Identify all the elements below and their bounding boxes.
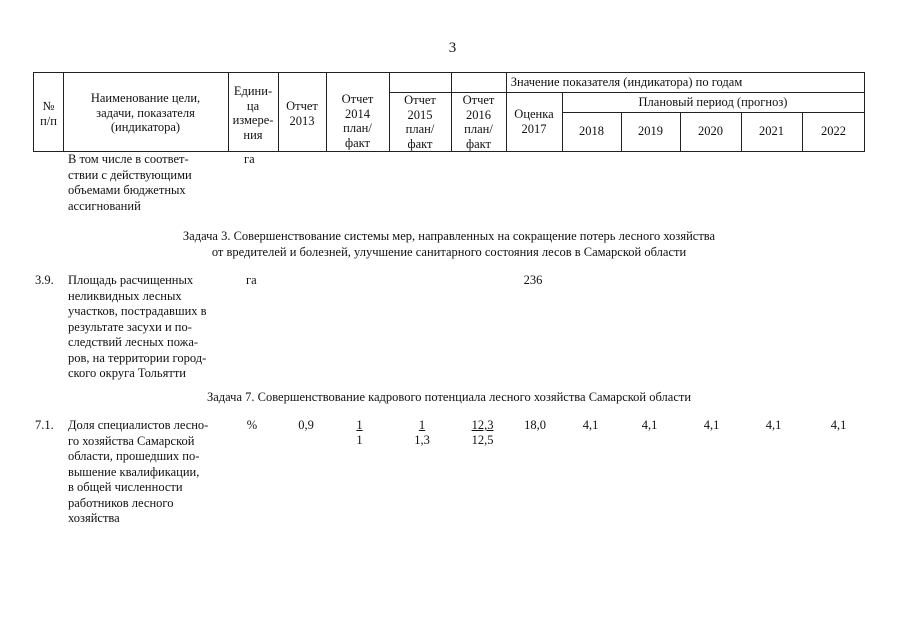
row-7-1-2013: 0,9 — [298, 418, 314, 432]
row-7-1-2021: 4,1 — [765, 418, 782, 432]
row-7-1-2018: 4,1 — [582, 418, 599, 432]
row-7-1-2014-fact: 1 — [356, 433, 363, 447]
header-year-2021: 2021 — [759, 124, 784, 138]
row-3-9-name: Площадь расчищенных неликвидных лесных участков, пострадавших в результате засухи и по- следствий лесных пожа- ров, на территории город- ского округа Тольятти — [68, 273, 207, 380]
header-2017: Оценка 2017 — [514, 107, 554, 136]
header-year-2020: 2020 — [698, 124, 723, 138]
row-3-9-num: 3.9. — [35, 273, 54, 287]
row-3-9-unit: га — [246, 273, 257, 287]
header-num: № п/п — [40, 99, 57, 128]
header-name: Наименование цели, задачи, показателя (индикатора) — [90, 91, 201, 134]
header-year-2018: 2018 — [579, 124, 604, 138]
row-7-1-num: 7.1. — [35, 418, 54, 432]
row-7-1-unit: % — [246, 418, 258, 432]
header-year-2019: 2019 — [638, 124, 663, 138]
row-7-1-2016-plan: 12,3 — [471, 418, 494, 432]
task-7-heading: Задача 7. Совершенствование кадрового потенциала лесного хозяйства Самарской области — [206, 390, 692, 404]
header-plan-title: Плановый период (прогноз) — [638, 95, 788, 109]
row-budget-name: В том числе в соответ- ствии с действующими объемами бюджетных ассигнований — [68, 152, 192, 213]
row-7-1-2015-fact: 1,3 — [414, 433, 430, 447]
row-budget-unit: га — [244, 152, 255, 166]
header-unit: Едини- ца измере- ния — [232, 84, 274, 142]
row-7-1-2019: 4,1 — [641, 418, 658, 432]
table-header — [33, 72, 865, 152]
header-year-2022: 2022 — [821, 124, 846, 138]
row-7-1-2015-plan: 1 — [418, 418, 426, 432]
header-2015: Отчет 2015 план/ факт — [404, 93, 436, 151]
row-7-1-2014-plan: 1 — [356, 418, 363, 432]
row-7-1-2020: 4,1 — [703, 418, 720, 432]
row-7-1-2016-fact: 12,5 — [471, 433, 494, 447]
header-2016: Отчет 2016 план/ факт — [462, 93, 495, 151]
row-7-1-name: Доля специалистов лесно- го хозяйства Самарской области, прошедших по- вышение квалификации, в общей численности работников лесного хозяйства — [68, 418, 209, 525]
header-2014: Отчет 2014 план/ факт — [341, 92, 374, 150]
header-2013: Отчет 2013 — [286, 99, 318, 128]
row-7-1-2017: 18,0 — [524, 418, 546, 432]
row-7-1-2022: 4,1 — [830, 418, 847, 432]
row-3-9-value-2017: 236 — [523, 273, 543, 287]
header-values-title: Значение показателя (индикатора) по годам — [510, 75, 743, 89]
task-3-heading: Задача 3. Совершенствование системы мер, направленных на сокращение потерь лесного хозяйства от вредителей и болезней, улучшение санитарного состояния лесов в Самарской области — [182, 229, 716, 259]
page-number: 3 — [448, 40, 457, 56]
